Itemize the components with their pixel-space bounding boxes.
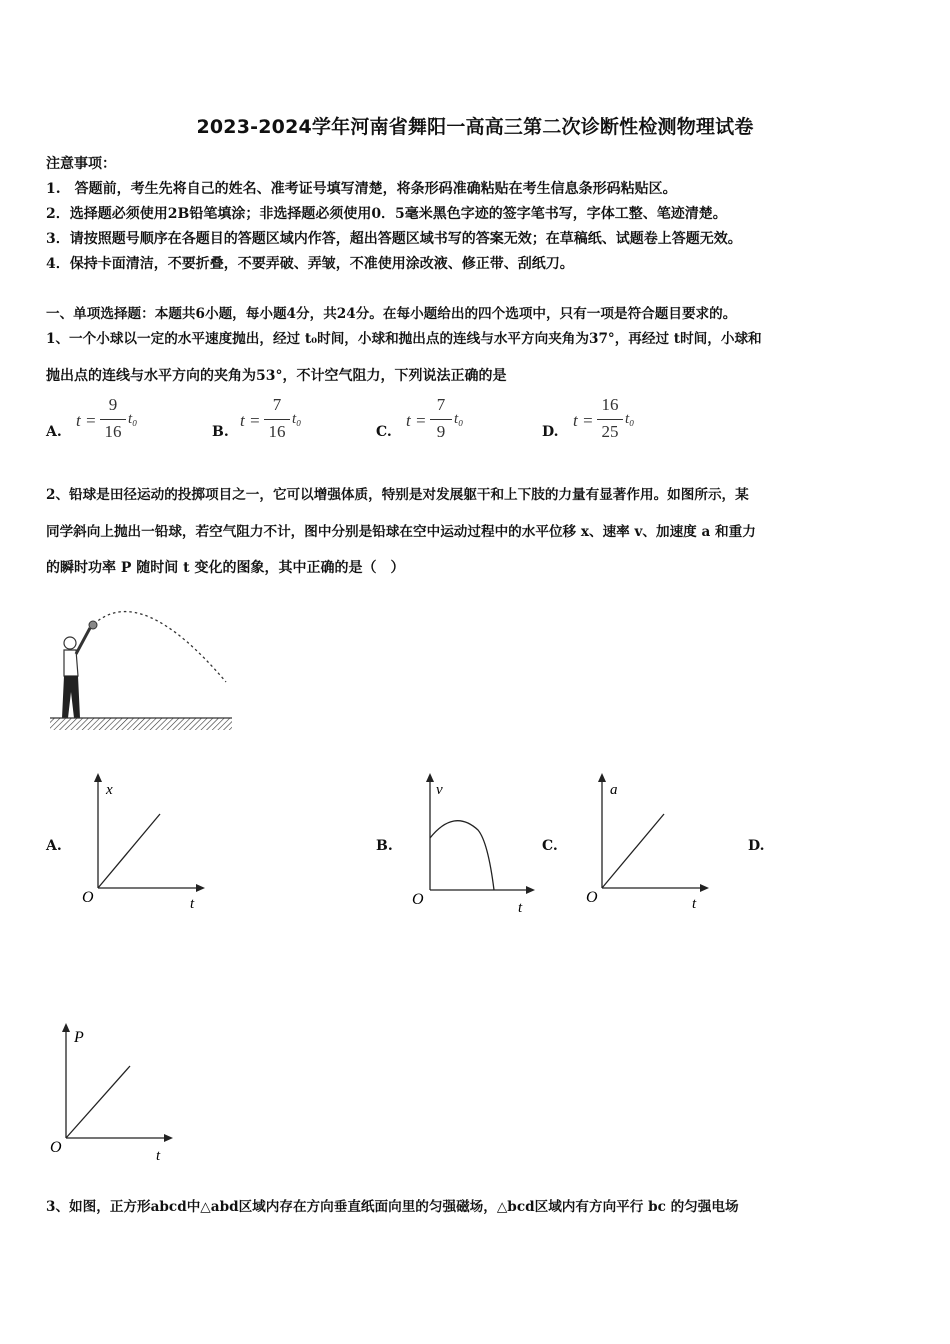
graph-d-p-t [46,1018,186,1168]
x-axis-label: t [156,1148,161,1164]
q1-stem-line2: 抛出点的连线与水平方向的夹角为53°，不计空气阻力，下列说法正确的是 [46,368,507,384]
origin-label: O [50,1139,62,1156]
x-axis-label: t [692,896,697,912]
formula-numerator: 7 [436,395,446,414]
graph-line [602,814,664,888]
x-axis-arrow [700,884,709,892]
formula-lhs: t = [76,411,97,430]
y-axis-arrow [426,773,434,782]
graph-a-x-t [76,770,216,915]
q2-stem-line3: 的瞬时功率 P 随时间 t 变化的图象，其中正确的是（ ） [46,560,405,576]
q2-stem-line1: 2、铅球是田径运动的投掷项目之一，它可以增强体质，特别是对发展躯干和上下肢的力量有显著作用。如图所示，某 [46,487,749,503]
x-axis-label: t [518,900,523,916]
q3-stem-line1: 3、如图，正方形abcd中△abd区域内存在方向垂直纸面向里的匀强磁场，△bcd区域内有方向平行 bc 的匀强电场 [46,1199,739,1215]
ground-hatch [50,718,232,730]
athlete-legs [62,676,80,718]
origin-label: O [412,891,424,908]
formula-rhs: t₀ [128,411,138,427]
graph-b-v-t [408,770,548,920]
y-axis-label: x [106,782,113,798]
formula-lhs: t = [573,411,594,430]
fraction-bar [264,419,290,420]
y-axis-label: a [610,782,618,798]
formula-rhs: t₀ [454,411,464,427]
y-axis-label: P [74,1029,84,1046]
formula-numerator: 7 [272,395,282,414]
q1-stem-line1: 1、一个小球以一定的水平速度抛出，经过 t₀时间，小球和抛出点的连线与水平方向夹角为37°，再经过 t时间，小球和 [46,331,762,347]
q1-option-a-label: A. [46,424,62,440]
graph-line [98,814,160,888]
q2-option-a-label[interactable]: A. [46,838,62,854]
x-axis-arrow [164,1134,173,1142]
y-axis-arrow [62,1023,70,1032]
athlete-arm [76,628,90,654]
notice-item-3: 3．请按照题号顺序在各题目的答题区域内作答，超出答题区域书写的答案无效；在草稿纸、试题卷上答题无效。 [46,231,742,247]
page-title: 2023-2024学年河南省舞阳一高高三第二次诊断性检测物理试卷 [196,116,754,138]
formula-denominator: 25 [601,422,619,441]
formula-lhs: t = [406,411,427,430]
notice-item-2: 2．选择题必须使用2B铅笔填涂；非选择题必须使用0．5毫米黑色字迹的签字笔书写，字体工整、笔迹清楚。 [46,206,727,222]
fraction-bar [100,419,126,420]
notice-item-1: 1. 答题前，考生先将自己的姓名、准考证号填写清楚，将条形码准确粘贴在考生信息条形码粘贴区。 [46,181,677,197]
q2-stem-line2: 同学斜向上抛出一铅球，若空气阻力不计，图中分别是铅球在空中运动过程中的水平位移 x、速率 v、加速度 a 和重力 [46,524,756,540]
q1-option-d-label: D. [542,424,559,440]
notice-item-4: 4．保持卡面清洁，不要折叠，不要弄破、弄皱，不准使用涂改液、修正带、刮纸刀。 [46,256,574,272]
x-axis-arrow [526,886,535,894]
q2-option-c-label[interactable]: C. [542,838,558,854]
formula-denominator: 9 [436,422,446,441]
q1-option-b-label: B. [212,424,229,440]
q1-option-c-label: C. [376,424,392,440]
fraction-bar [597,419,623,420]
q2-option-d-label[interactable]: D. [748,838,765,854]
x-axis-arrow [196,884,205,892]
formula-numerator: 16 [601,395,619,414]
fraction-bar [430,419,452,420]
athlete-head [64,637,76,649]
formula-numerator: 9 [108,395,118,414]
y-axis-arrow [94,773,102,782]
shot-put-figure [46,596,246,736]
formula-denominator: 16 [268,422,286,441]
notice-heading: 注意事项： [46,156,116,172]
formula-lhs: t = [240,411,261,430]
graph-line [66,1066,130,1138]
shot-ball [89,621,97,629]
graph-curve [430,821,494,890]
y-axis-label: v [436,782,443,798]
y-axis-arrow [598,773,606,782]
section-heading: 一、单项选择题：本题共6小题，每小题4分，共24分。在每小题给出的四个选项中，只有一项是符合题目要求的。 [46,306,737,322]
q2-option-b-label[interactable]: B. [376,838,393,854]
x-axis-label: t [190,896,195,912]
trajectory-dashed [94,612,226,682]
origin-label: O [586,889,598,906]
formula-denominator: 16 [104,422,122,441]
formula-rhs: t₀ [625,411,635,427]
graph-c-a-t [580,770,720,915]
formula-rhs: t₀ [292,411,302,427]
origin-label: O [82,889,94,906]
